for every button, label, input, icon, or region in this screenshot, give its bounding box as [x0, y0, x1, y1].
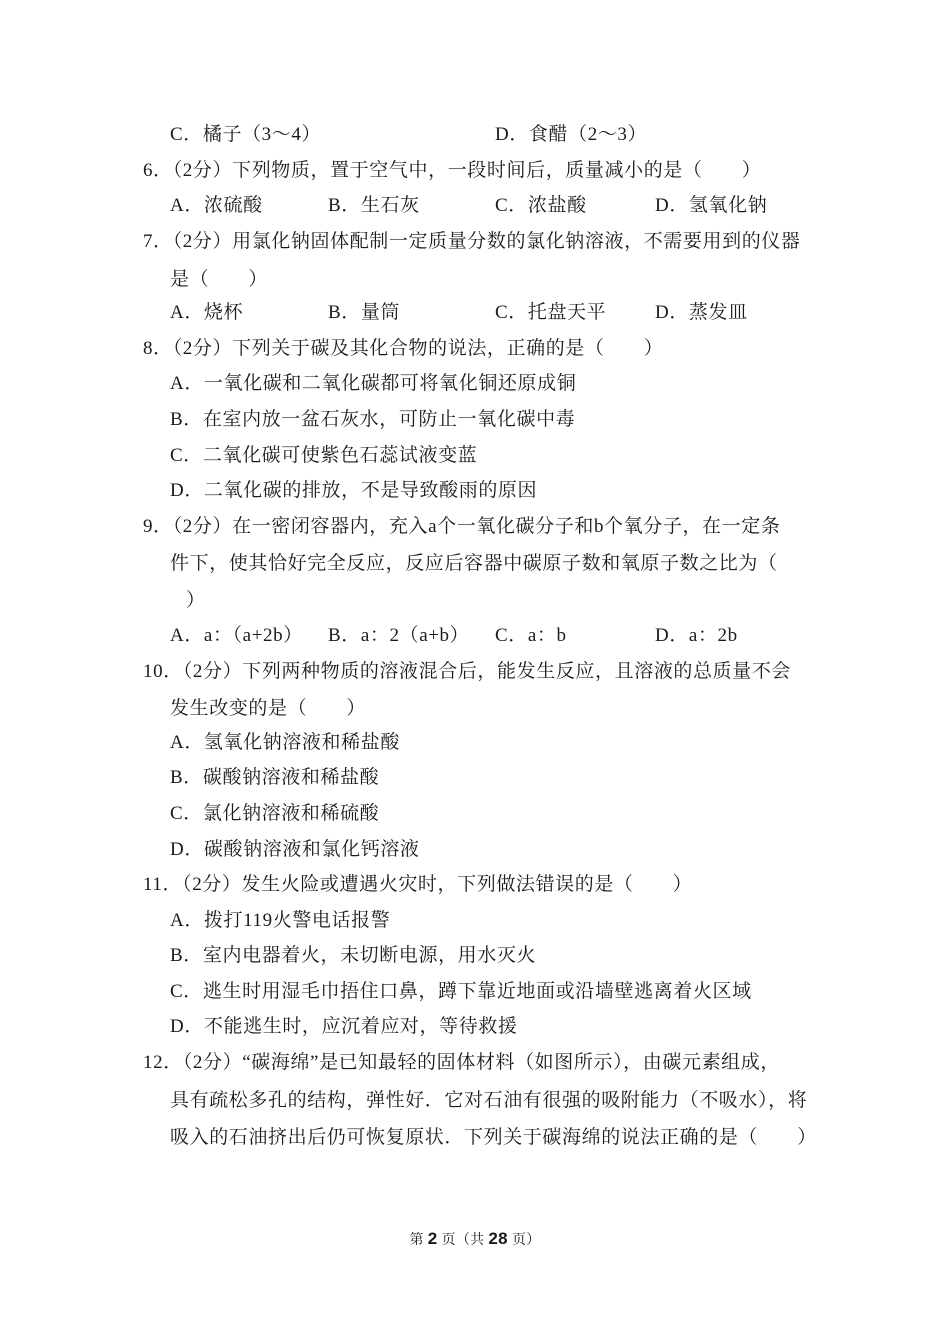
q5-option-c: C．橘子（3～4） — [170, 124, 322, 145]
q12-stem-line-3: 吸入的石油挤出后仍可恢复原状．下列关于碳海绵的说法正确的是（ ） — [170, 1127, 817, 1148]
q7-option-b: B．量筒 — [328, 302, 401, 323]
q11-stem-line-1 — [143, 873, 692, 897]
q9-number: 9． — [143, 516, 173, 537]
q12-stem-line-2: 具有疏松多孔的结构，弹性好．它对石油有很强的吸附能力（不吸水），将 — [170, 1090, 808, 1111]
q6-number: 6． — [143, 160, 173, 181]
q8-option-d: D．二氧化碳的排放，不是导致酸雨的原因 — [170, 480, 538, 501]
q7-option-c: C．托盘天平 — [495, 302, 607, 323]
q8-stem-line-1 — [143, 337, 663, 361]
footer-middle: 页（共 — [441, 1233, 485, 1248]
q10-stem-line-1 — [143, 660, 791, 684]
q8-score: （2分） — [172, 338, 233, 359]
q7-option-d: D．蒸发皿 — [655, 302, 748, 323]
q8-text: 下列关于碳及其化合物的说法，正确的是（ ） — [232, 338, 664, 359]
q10-option-d: D．碳酸钠溶液和氯化钙溶液 — [170, 839, 420, 860]
q6-option-a: A．浓硫酸 — [170, 195, 263, 216]
q12-number: 12． — [143, 1052, 183, 1073]
q6-option-b: B．生石灰 — [328, 195, 420, 216]
q6-score: （2分） — [172, 160, 233, 181]
q9-option-d: D．a：2b — [655, 625, 738, 646]
q6-stem-line-1 — [143, 159, 761, 183]
q11-text: 发生火险或遭遇火灾时，下列做法错误的是（ ） — [241, 874, 693, 895]
footer-total-pages: 28 — [488, 1229, 508, 1248]
q11-number: 11． — [143, 874, 183, 895]
q7-stem-line-2: 是（ ） — [170, 269, 269, 290]
q5-option-d: D．食醋（2～3） — [495, 124, 648, 145]
q9-option-b: B．a：2（a+b） — [328, 625, 470, 646]
q9-option-c: C．a：b — [495, 625, 567, 646]
q11-option-c: C．逃生时用湿毛巾捂住口鼻，蹲下靠近地面或沿墙壁逃离着火区域 — [170, 981, 752, 1002]
q9-stem-line-3: ） — [186, 590, 206, 611]
q8-number: 8． — [143, 338, 173, 359]
q11-score: （2分） — [182, 874, 242, 895]
q10-stem-line-2: 发生改变的是（ ） — [170, 698, 367, 719]
page-footer — [0, 1227, 950, 1251]
q11-option-b: B．室内电器着火，未切断电源，用水灭火 — [170, 945, 537, 966]
q8-option-c: C．二氧化碳可使紫色石蕊试液变蓝 — [170, 445, 478, 466]
q9-text: 在一密闭容器内，充入a个一氧化碳分子和b个氧分子，在一定条 — [232, 516, 781, 537]
q12-text: “碳海绵”是已知最轻的固体材料（如图所示），由碳元素组成， — [242, 1052, 780, 1073]
footer-prefix: 第 — [409, 1233, 424, 1248]
q9-stem-line-2: 件下，使其恰好完全反应，反应后容器中碳原子数和氧原子数之比为（ — [170, 553, 778, 574]
q8-option-a: A．一氧化碳和二氧化碳都可将氧化铜还原成铜 — [170, 373, 577, 394]
q10-option-c: C．氯化钠溶液和稀硫酸 — [170, 803, 380, 824]
q10-option-b: B．碳酸钠溶液和稀盐酸 — [170, 767, 380, 788]
q7-text: 用氯化钠固体配制一定质量分数的氯化钠溶液，不需要用到的仪器 — [232, 231, 801, 252]
q10-score: （2分） — [182, 661, 243, 682]
q11-option-a: A．拨打119火警电话报警 — [170, 910, 391, 931]
q12-score: （2分） — [182, 1052, 243, 1073]
q6-text: 下列物质，置于空气中，一段时间后，质量减小的是（ ） — [232, 160, 762, 181]
q10-text: 下列两种物质的溶液混合后，能发生反应，且溶液的总质量不会 — [242, 661, 792, 682]
q11-option-d: D．不能逃生时，应沉着应对，等待救援 — [170, 1016, 518, 1037]
q10-number: 10． — [143, 661, 183, 682]
q7-number: 7． — [143, 231, 173, 252]
q9-option-a: A．a：（a+2b） — [170, 625, 303, 646]
q6-option-c: C．浓盐酸 — [495, 195, 587, 216]
q9-stem-line-1 — [143, 515, 780, 539]
q7-score: （2分） — [172, 231, 233, 252]
footer-suffix: 页） — [511, 1233, 541, 1248]
q8-option-b: B．在室内放一盆石灰水，可防止一氧化碳中毒 — [170, 409, 576, 430]
q6-option-d: D．氢氧化钠 — [655, 195, 768, 216]
q10-option-a: A．氢氧化钠溶液和稀盐酸 — [170, 732, 400, 753]
q7-stem-line-1 — [143, 230, 801, 254]
footer-page-number: 2 — [427, 1229, 438, 1248]
q12-stem-line-1 — [143, 1051, 780, 1075]
q9-score: （2分） — [172, 516, 233, 537]
q7-option-a: A．烧杯 — [170, 302, 244, 323]
